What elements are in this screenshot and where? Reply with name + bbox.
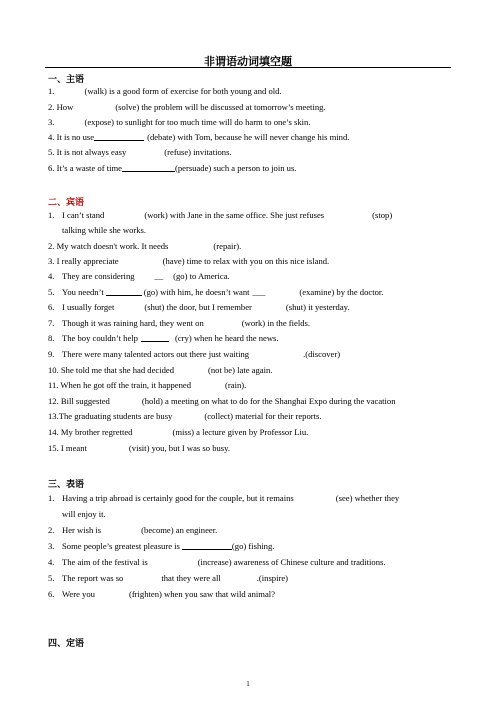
section-heading-object: 二、宾语 — [48, 198, 85, 208]
question-line: 7. Though it was raining hard, they went on (work) in the fields. — [48, 318, 311, 328]
question-line: 6. It’s a waste of time (persuade) such a person to join us. — [48, 163, 297, 173]
question-line: 3. (expose) to sunlight for too much time will do harm to one’s skin. — [48, 117, 311, 127]
answer-blank[interactable] — [94, 131, 144, 141]
question-line-continued: talking while she works. — [62, 225, 147, 235]
question-line: 13.The graduating students are busy (collect) material for their reports. — [48, 411, 322, 421]
question-line: 1. I can’t stand (work) with Jane in the same office. She just refuses (stop) — [48, 210, 393, 220]
question-line: 5. You needn’t (go) with him, he doesn’t want ___ (examine) by the doctor. — [48, 287, 384, 297]
section-heading-attributive: 四、定语 — [48, 639, 85, 649]
answer-blank[interactable] — [122, 162, 175, 172]
question-line: 4. It is no use (debate) with Tom, because he will never change his mind. — [48, 132, 350, 142]
question-line: 11. When he got off the train, it happened (rain). — [48, 380, 247, 390]
question-line: 1. (walk) is a good form of exercise for both young and old. — [48, 86, 282, 96]
question-line: 3. I really appreciate (have) time to relax with you on this nice island. — [48, 256, 330, 266]
question-line: 6. I usually forget (shut) the door, but I remember (shut) it yesterday. — [48, 302, 350, 312]
question-line: 2. How (solve) the problem will be discussed at tomorrow’s meeting. — [48, 102, 326, 112]
question-line: 12. Bill suggested (hold) a meeting on what to do for the Shanghai Expo during the vacation — [48, 396, 396, 406]
question-line: 4. They are considering __ (go) to America. — [48, 271, 230, 281]
question-line: 5. The report was so that they were all .(inspire) — [48, 573, 289, 583]
question-line: 2. Her wish is (become) an engineer. — [48, 525, 218, 535]
section-heading-predicative: 三、表语 — [48, 480, 85, 490]
question-line: 10. She told me that she had decided (not be) late again. — [48, 365, 273, 375]
question-line: 4. The aim of the festival is (increase) awareness of Chinese culture and traditions. — [48, 557, 386, 567]
question-line: 15. I meant (visit) you, but I was so busy. — [48, 443, 231, 453]
question-line: 3. Some people’s greatest pleasure is (go) fishing. — [48, 541, 275, 551]
question-line-continued: will enjoy it. — [62, 509, 106, 519]
question-line: 9. There were many talented actors out there just waiting .(discover) — [48, 349, 341, 359]
question-line: 14. My brother regretted (miss) a lecture given by Professor Liu. — [48, 427, 309, 437]
section-heading-subject: 一、主语 — [48, 75, 85, 85]
question-line: 6. Were you (frighten) when you saw that wild animal? — [48, 589, 276, 599]
answer-blank[interactable] — [141, 332, 169, 342]
page-number: 1 — [246, 680, 250, 688]
question-line: 2. My watch doesn't work. It needs (repair). — [48, 241, 242, 251]
title-divider — [45, 67, 451, 68]
answer-blank[interactable] — [106, 286, 142, 296]
question-line: 8. The boy couldn’t help (cry) when he heard the news. — [48, 333, 279, 343]
page-title: 非谓语动词填空题 — [204, 55, 292, 68]
question-line: 1. Having a trip abroad is certainly good for the couple, but it remains (see) whether they — [48, 493, 400, 503]
question-line: 5. It is not always easy (refuse) invitations. — [48, 147, 232, 157]
answer-blank[interactable] — [182, 540, 232, 550]
